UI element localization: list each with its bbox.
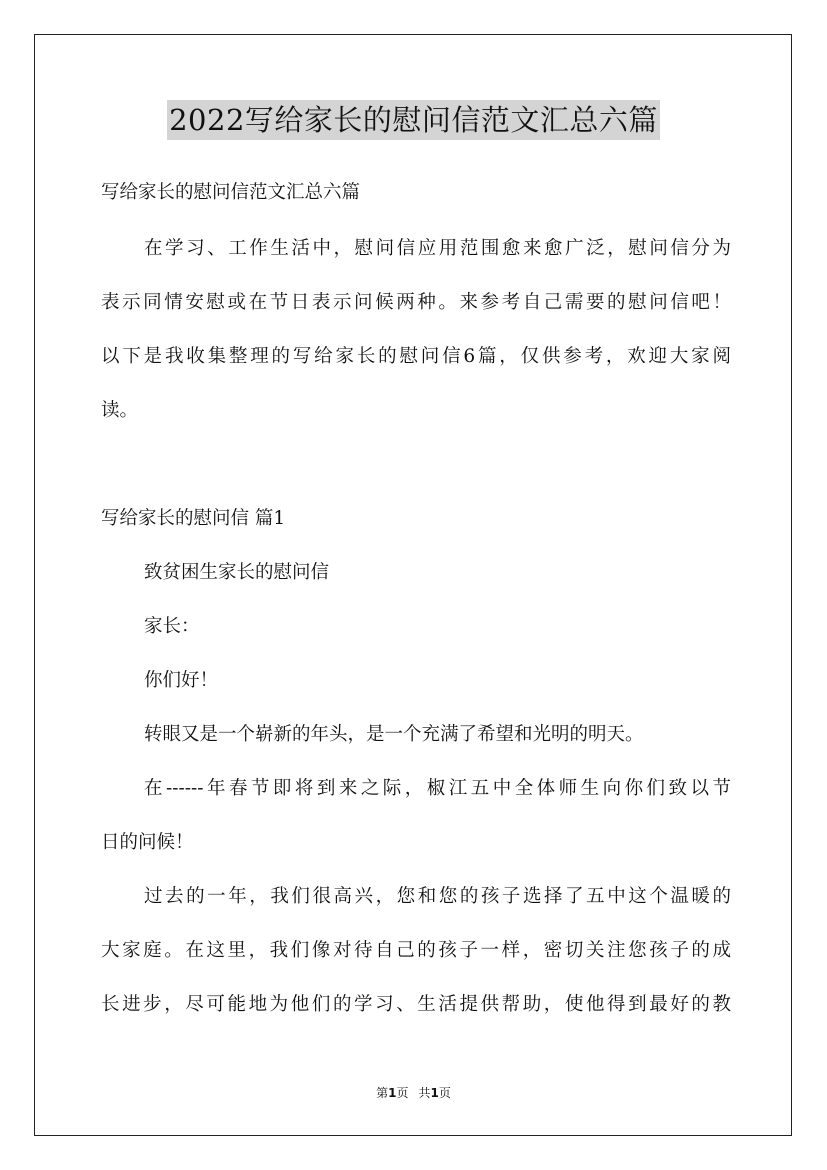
total-pages: 1 (430, 1086, 439, 1100)
subtitle-line: 写给家长的慰问信范文汇总六篇 (101, 182, 361, 203)
intro-paragraph-line: 表示同情安慰或在节日表示问候两种。来参考自己需要的慰问信吧！ (101, 292, 731, 313)
page-suffix: 页 (396, 1086, 409, 1100)
letter-body-line: 日的问候！ (101, 832, 194, 853)
letter-salutation: 家长： (144, 616, 200, 637)
letter-greeting: 你们好！ (144, 670, 219, 691)
letter-body-line: 大家庭。在这里，我们像对待自己的孩子一样，密切关注您孩子的成 (101, 940, 731, 961)
total-suffix: 页 (438, 1086, 451, 1100)
letter-body-line: 转眼又是一个崭新的年头，是一个充满了希望和光明的明天。 (144, 724, 644, 745)
page-number: 1 (388, 1086, 397, 1100)
letter-title: 致贫困生家长的慰问信 (144, 562, 330, 583)
title-container (0, 100, 827, 140)
letter-body-line: 长进步，尽可能地为他们的学习、生活提供帮助，使他得到最好的教 (101, 994, 731, 1015)
letter-body-line: 在------年春节即将到来之际，椒江五中全体师生向你们致以节 (144, 778, 731, 799)
letter-body-line: 过去的一年，我们很高兴，您和您的孩子选择了五中这个温暖的 (144, 886, 731, 907)
section-heading: 写给家长的慰问信 篇1 (101, 508, 286, 529)
intro-paragraph-line: 以下是我收集整理的写给家长的慰问信6篇，仅供参考，欢迎大家阅 (101, 346, 731, 367)
total-prefix: 共 (418, 1086, 431, 1100)
page-footer (0, 1085, 827, 1101)
intro-paragraph-line: 读。 (101, 400, 139, 421)
intro-paragraph-line: 在学习、工作生活中，慰问信应用范围愈来愈广泛，慰问信分为 (144, 238, 731, 259)
document-title: 2022写给家长的慰问信范文汇总六篇 (167, 100, 660, 140)
page-prefix: 第 (376, 1086, 389, 1100)
